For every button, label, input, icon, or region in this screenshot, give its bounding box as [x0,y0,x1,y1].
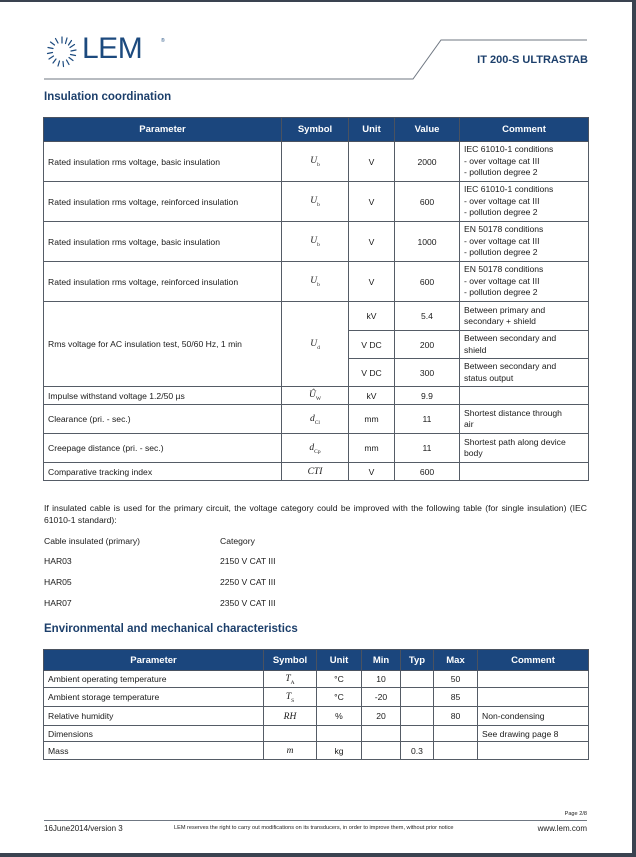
cable-note-paragraph: If insulated cable is used for the primary circuit, the voltage category could be improved with the following table (for single insulation) (IEC 61010-1 standard): [44,503,587,525]
cable-name: HAR03 [44,556,72,566]
product-title: IT 200-S ULTRASTAB [477,54,588,66]
cell-unit: kV [349,387,395,405]
page-number: Page 2/8 [564,811,587,817]
table-row [44,142,589,182]
table-header-row [44,118,589,142]
col-header-parameter: Parameter [44,118,282,142]
cable-header-label: Cable insulated (primary) [44,536,140,546]
cell-symbol: CTI [282,463,349,481]
cell-value: 1000 [395,222,460,262]
cell-value: 600 [395,182,460,222]
cell-symbol: $d_{Cl}$ [282,405,349,434]
cell-value: 11 [395,405,460,434]
cell-parameter: Relative humidity [44,707,264,726]
section-title-environmental: Environmental and mechanical characteristics [44,623,298,635]
table-row [44,726,589,742]
cell-comment: EN 50178 conditions - over voltage cat III - pollution degree 2 [460,262,589,302]
cell-unit: °C [317,671,362,688]
table-row [44,463,589,481]
cell-value: 2000 [395,142,460,182]
cell-min: 20 [362,707,401,726]
cell-unit: kg [317,742,362,760]
cell-symbol: RH [264,707,317,726]
cell-typ [401,688,434,707]
footer-date-version: 16June2014/version 3 [44,824,123,833]
cell-symbol: $T_A$ [264,671,317,688]
cell-symbol [264,726,317,742]
environmental-table [43,649,589,760]
col-header-comment: Comment [478,650,589,671]
col-header-value: Value [395,118,460,142]
cable-category: 2350 V CAT III [220,598,276,608]
cell-symbol: $U_b$ [282,262,349,302]
table-row-ac-test [44,302,589,331]
lem-logo [44,32,174,69]
cell-max: 80 [434,707,478,726]
cell-unit: V [349,182,395,222]
col-header-symbol: Symbol [282,118,349,142]
col-header-parameter: Parameter [44,650,264,671]
cell-min: 10 [362,671,401,688]
cell-comment: Between secondary and shield [460,331,589,359]
cell-parameter: Rated insulation rms voltage, reinforced insulation [44,182,282,222]
cell-symbol: $d_{Cp}$ [282,434,349,463]
cell-unit: V [349,463,395,481]
cell-parameter: Rated insulation rms voltage, basic insulation [44,142,282,182]
cell-symbol: $U_b$ [282,182,349,222]
col-header-typ: Typ [401,650,434,671]
cell-unit: V DC [349,331,395,359]
cell-unit: % [317,707,362,726]
cell-max: 85 [434,688,478,707]
cell-unit: mm [349,405,395,434]
table-row [44,707,589,726]
cell-comment: IEC 61010-1 conditions - over voltage cat III - pollution degree 2 [460,142,589,182]
cell-comment: Shortest path along device body [460,434,589,463]
cell-min [362,742,401,760]
cell-value: 600 [395,463,460,481]
cell-unit [317,726,362,742]
cable-category: 2150 V CAT III [220,556,276,566]
cell-comment [478,742,589,760]
cell-comment: Between primary and secondary + shield [460,302,589,331]
cell-min: -20 [362,688,401,707]
cell-value: 11 [395,434,460,463]
cell-value: 9.9 [395,387,460,405]
table-row [44,688,589,707]
registered-mark: ® [161,38,165,44]
cell-unit: V [349,262,395,302]
table-row [44,405,589,434]
footer-website-link[interactable]: www.lem.com [537,824,587,833]
table-header-row [44,650,589,671]
cell-value: 600 [395,262,460,302]
col-header-min: Min [362,650,401,671]
logo-wordmark: LEM [82,32,143,65]
table-row [44,671,589,688]
cell-comment [460,387,589,405]
cell-parameter: Ambient storage temperature [44,688,264,707]
cell-comment: EN 50178 conditions - over voltage cat III - pollution degree 2 [460,222,589,262]
cell-comment: Non-condensing [478,707,589,726]
footer-notice: LEM reserves the right to carry out modifications on its transducers, in order to improve them, without prior notice [174,825,454,831]
cell-parameter: Comparative tracking index [44,463,282,481]
cell-unit: V DC [349,359,395,387]
table-row [44,222,589,262]
col-header-comment: Comment [460,118,589,142]
cell-unit: mm [349,434,395,463]
cell-comment [478,671,589,688]
table-row [44,182,589,222]
cell-unit: V [349,142,395,182]
cell-symbol: $Û_W$ [282,387,349,405]
section-title-insulation: Insulation coordination [44,91,172,103]
cell-min [362,726,401,742]
cell-symbol: $T_S$ [264,688,317,707]
col-header-symbol: Symbol [264,650,317,671]
cell-parameter: Impulse withstand voltage 1.2/50 µs [44,387,282,405]
col-header-max: Max [434,650,478,671]
cell-parameter: Mass [44,742,264,760]
table-row [44,387,589,405]
table-row [44,742,589,760]
cable-name: HAR05 [44,577,72,587]
cell-max: 50 [434,671,478,688]
cell-symbol: $U_d$ [282,302,349,387]
footer-rule [44,820,587,821]
cell-max [434,726,478,742]
cell-comment [478,688,589,707]
cell-parameter: Rms voltage for AC insulation test, 50/60 Hz, 1 min [44,302,282,387]
cell-symbol: $U_b$ [282,142,349,182]
sunburst-icon [44,35,80,69]
cell-symbol: m [264,742,317,760]
cell-parameter: Creepage distance (pri. - sec.) [44,434,282,463]
cell-parameter: Ambient operating temperature [44,671,264,688]
cell-parameter: Rated insulation rms voltage, basic insulation [44,222,282,262]
cell-comment: Between secondary and status output [460,359,589,387]
cell-unit: kV [349,302,395,331]
insulation-table [43,117,589,481]
cell-value: 200 [395,331,460,359]
col-header-unit: Unit [317,650,362,671]
table-row [44,434,589,463]
cell-typ [401,671,434,688]
cell-max [434,742,478,760]
document-page [0,2,632,853]
cell-unit: V [349,222,395,262]
cell-parameter: Clearance (pri. - sec.) [44,405,282,434]
cell-comment [460,463,589,481]
cell-symbol: $U_b$ [282,222,349,262]
cable-name: HAR07 [44,598,72,608]
col-header-unit: Unit [349,118,395,142]
cell-comment: See drawing page 8 [478,726,589,742]
cell-comment: IEC 61010-1 conditions - over voltage cat III - pollution degree 2 [460,182,589,222]
cell-parameter: Rated insulation rms voltage, reinforced insulation [44,262,282,302]
cell-typ: 0.3 [401,742,434,760]
cell-comment: Shortest distance through air [460,405,589,434]
table-row [44,262,589,302]
cell-unit: °C [317,688,362,707]
cell-value: 5.4 [395,302,460,331]
cell-typ [401,707,434,726]
cell-typ [401,726,434,742]
cable-category: 2250 V CAT III [220,577,276,587]
cell-parameter: Dimensions [44,726,264,742]
category-header-label: Category [220,536,255,546]
cell-value: 300 [395,359,460,387]
